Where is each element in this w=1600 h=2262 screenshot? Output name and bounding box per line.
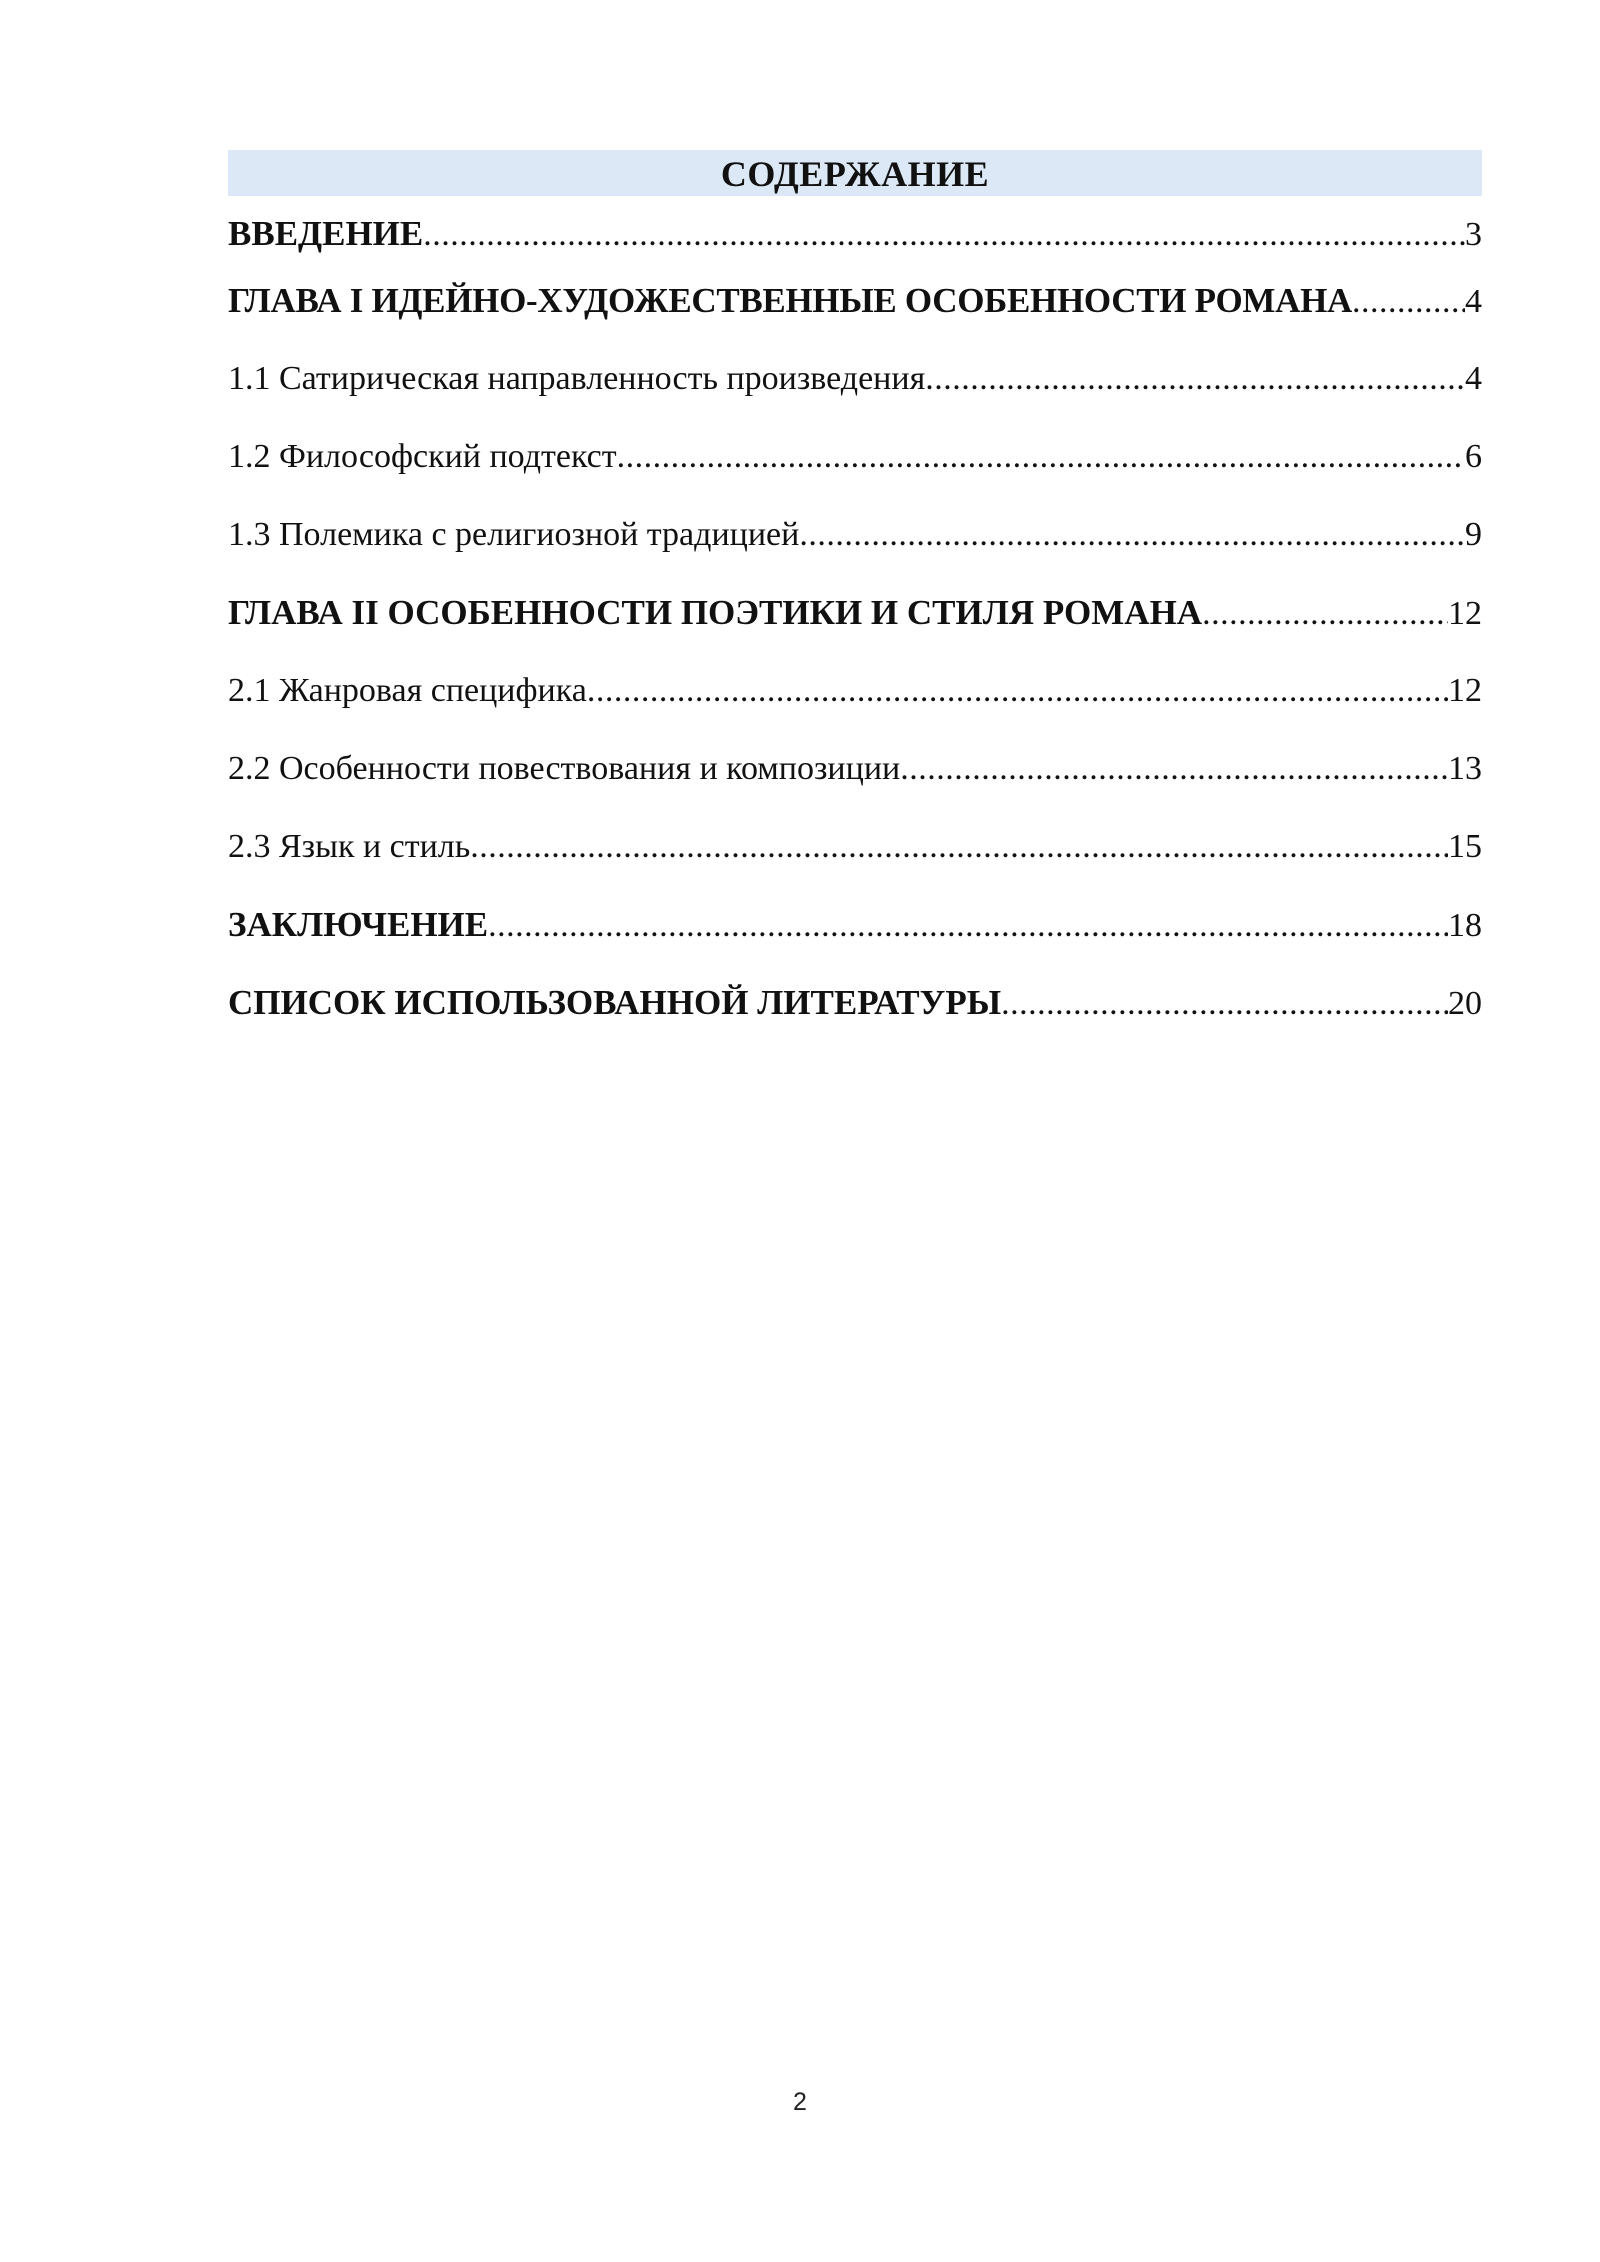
toc-entry-page-number: 18 — [1448, 907, 1482, 944]
toc-entry-label: СПИСОК ИСПОЛЬЗОВАННОЙ ЛИТЕРАТУРЫ — [228, 983, 1002, 1022]
toc-entry-label: 1.2 Философский подтекст — [228, 438, 617, 475]
toc-entry-label: 2.2 Особенности повествования и композиции — [228, 750, 901, 787]
toc-entry-page-number: 9 — [1465, 516, 1482, 553]
toc-entry-section-2-3[interactable] — [228, 808, 1482, 886]
toc-entry-section-1-1[interactable] — [228, 340, 1482, 418]
dot-leader — [1202, 575, 1448, 653]
toc-entry-label: 2.3 Язык и стиль — [228, 828, 471, 865]
toc-entry-page-number: 12 — [1448, 595, 1482, 632]
dot-leader — [470, 808, 1448, 886]
toc-entry-chapter-1[interactable] — [228, 262, 1482, 340]
toc-entry-section-2-2[interactable] — [228, 730, 1482, 808]
dot-leader — [799, 496, 1465, 574]
toc-entry-label: ГЛАВА I ИДЕЙНО-ХУДОЖЕСТВЕННЫЕ ОСОБЕННОСТИ РОМАНА — [228, 281, 1353, 320]
dot-leader — [1001, 965, 1448, 1043]
toc-entry-label: ЗАКЛЮЧЕНИЕ — [228, 905, 489, 944]
dot-leader — [900, 730, 1448, 808]
footer-page-number: 2 — [793, 2088, 807, 2116]
toc-entry-page-number: 3 — [1465, 216, 1482, 253]
toc-entry-label: 1.1 Сатирическая направленность произведения — [228, 360, 926, 397]
dot-leader — [488, 887, 1448, 965]
toc-entry-conclusion[interactable] — [228, 886, 1482, 964]
dot-leader — [617, 418, 1465, 496]
dot-leader — [925, 340, 1465, 418]
toc-entry-page-number: 4 — [1465, 360, 1482, 397]
toc-entry-page-number: 20 — [1448, 985, 1482, 1022]
dot-leader — [423, 207, 1465, 263]
toc-entry-page-number: 4 — [1465, 283, 1482, 320]
toc-entry-bibliography[interactable] — [228, 964, 1482, 1042]
toc-entry-label: 2.1 Жанровая специфика — [228, 672, 587, 709]
toc-entry-page-number: 12 — [1448, 672, 1482, 709]
toc-entry-introduction[interactable] — [228, 206, 1482, 262]
dot-leader — [587, 652, 1448, 730]
toc-entry-page-number: 15 — [1448, 828, 1482, 865]
toc-entry-label: 1.3 Полемика с религиозной традицией — [228, 516, 800, 553]
toc-entry-section-1-2[interactable] — [228, 418, 1482, 496]
toc-entry-label: ВВЕДЕНИЕ — [228, 214, 424, 253]
table-of-contents — [228, 150, 1482, 1042]
toc-entry-chapter-2[interactable] — [228, 574, 1482, 652]
toc-entry-section-1-3[interactable] — [228, 496, 1482, 574]
toc-entry-label: ГЛАВА II ОСОБЕННОСТИ ПОЭТИКИ И СТИЛЯ РОМАНА — [228, 593, 1203, 632]
dot-leader — [1352, 263, 1465, 341]
toc-entry-page-number: 6 — [1465, 438, 1482, 475]
toc-title: СОДЕРЖАНИЕ — [228, 150, 1482, 196]
toc-entry-page-number: 13 — [1448, 750, 1482, 787]
toc-entry-section-2-1[interactable] — [228, 652, 1482, 730]
